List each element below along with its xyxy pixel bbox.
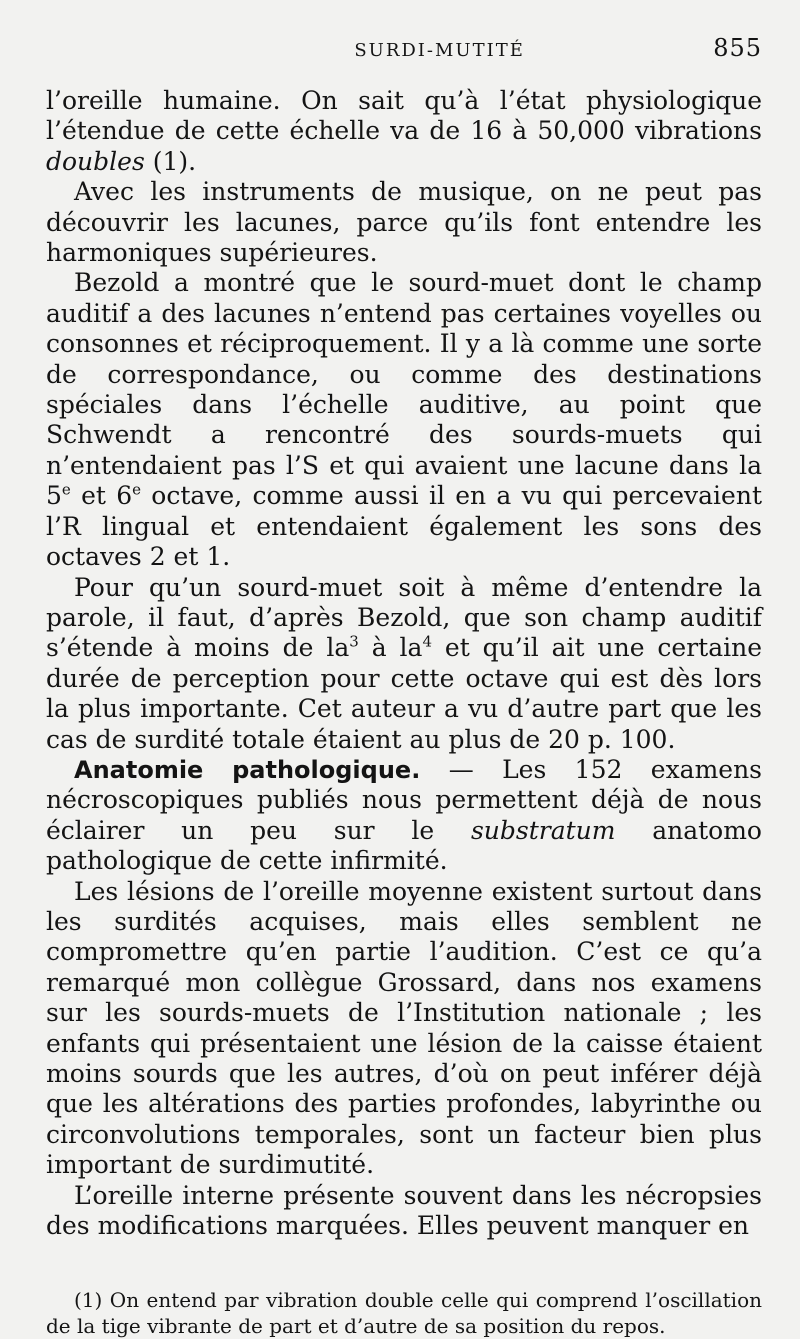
section-heading: Anatomie pathologique. xyxy=(74,755,421,784)
paragraph-3-text-b: et 6 xyxy=(70,481,133,511)
paragraph-4-text-b: à la xyxy=(358,633,423,663)
paragraph-2: Avec les instruments de musique, on ne peut pas découvrir les lacunes, parce qu’ils font entendre les harmoniques supérieures. xyxy=(46,177,762,268)
footnote-1: (1) On entend par vibration double celle qui comprend l’oscillation de la tige vibrante de part et d’autre de sa position du repos. xyxy=(46,1288,762,1339)
superscript: 3 xyxy=(349,632,359,651)
superscript: e xyxy=(132,480,142,499)
paragraph-6: Les lésions de l’oreille moyenne existent surtout dans les surdités acquises, mais elles semblent ne compromettre qu’en partie l’audition. C’est ce qu’a remarqué mon collègue Grossard, dans nos examens sur les sourds-muets de l’Institution nationale ; les enfants qui présentaient une lésion de la caisse étaient moins sourds que les autres, d’où on peut inférer déjà que les altérations des parties profondes, labyrinthe ou circonvolutions temporales, sont un facteur bien plus important de surdimutité. xyxy=(46,876,762,1180)
paragraph-1-italic: doubles xyxy=(46,146,145,176)
paragraph-4-text-c: et qu’il ait une certaine durée de perception pour cette octave qui est dès lors la plus importante. Cet auteur a vu d’autre part que les cas de surdité totale étaient au plus de 20 p. 100. xyxy=(46,633,762,754)
paragraph-5-text-b: anatomo pathologique de cette infirmité. xyxy=(46,815,762,876)
superscript: e xyxy=(61,480,71,499)
running-head xyxy=(46,34,762,86)
paragraph-5-text-a: — Les 152 examens nécroscopiques publiés nous permettent déjà de nous éclairer un peu sur le xyxy=(46,754,763,845)
paragraph-3 xyxy=(46,268,762,572)
page-number: 855 xyxy=(713,34,762,62)
paragraph-5-italic: substratum xyxy=(470,815,616,845)
paragraph-1 xyxy=(46,86,762,177)
body-text xyxy=(46,86,762,1241)
paragraph-7: L’oreille interne présente souvent dans les nécropsies des modifications marquées. Elles peuvent manquer en xyxy=(46,1180,762,1241)
superscript: 4 xyxy=(422,632,432,651)
paragraph-3-text-a: Bezold a montré que le sourd-muet dont le champ auditif a des lacunes n’entend pas certaines voyelles ou consonnes et réciproquement. Il y a là comme une sorte de correspondance, ou comme des destinations spéciales dans l’échelle auditive, au point que Schwendt a rencontré des sourds-muets qui n’entendaient pas l’S et qui avaient une lacune dans la 5 xyxy=(46,268,762,511)
paragraph-4 xyxy=(46,573,762,755)
paragraph-3-text-c: octave, comme aussi il en a vu qui percevaient l’R lingual et entendaient également les sons des octaves 2 et 1. xyxy=(46,481,762,572)
paragraph-1-text: l’oreille humaine. On sait qu’à l’état physiologique l’étendue de cette échelle va de 16 à 50,000 vibrations xyxy=(46,86,762,146)
footnote-ref: (1). xyxy=(144,146,197,176)
footnotes xyxy=(46,1287,762,1339)
paragraph-5 xyxy=(46,755,762,877)
paragraph-4-text-a: Pour qu’un sourd-muet soit à même d’entendre la parole, il faut, d’après Bezold, que son champ auditif s’étende à moins de la xyxy=(46,572,762,663)
running-head-title: SURDI-MUTITÉ xyxy=(354,40,525,61)
